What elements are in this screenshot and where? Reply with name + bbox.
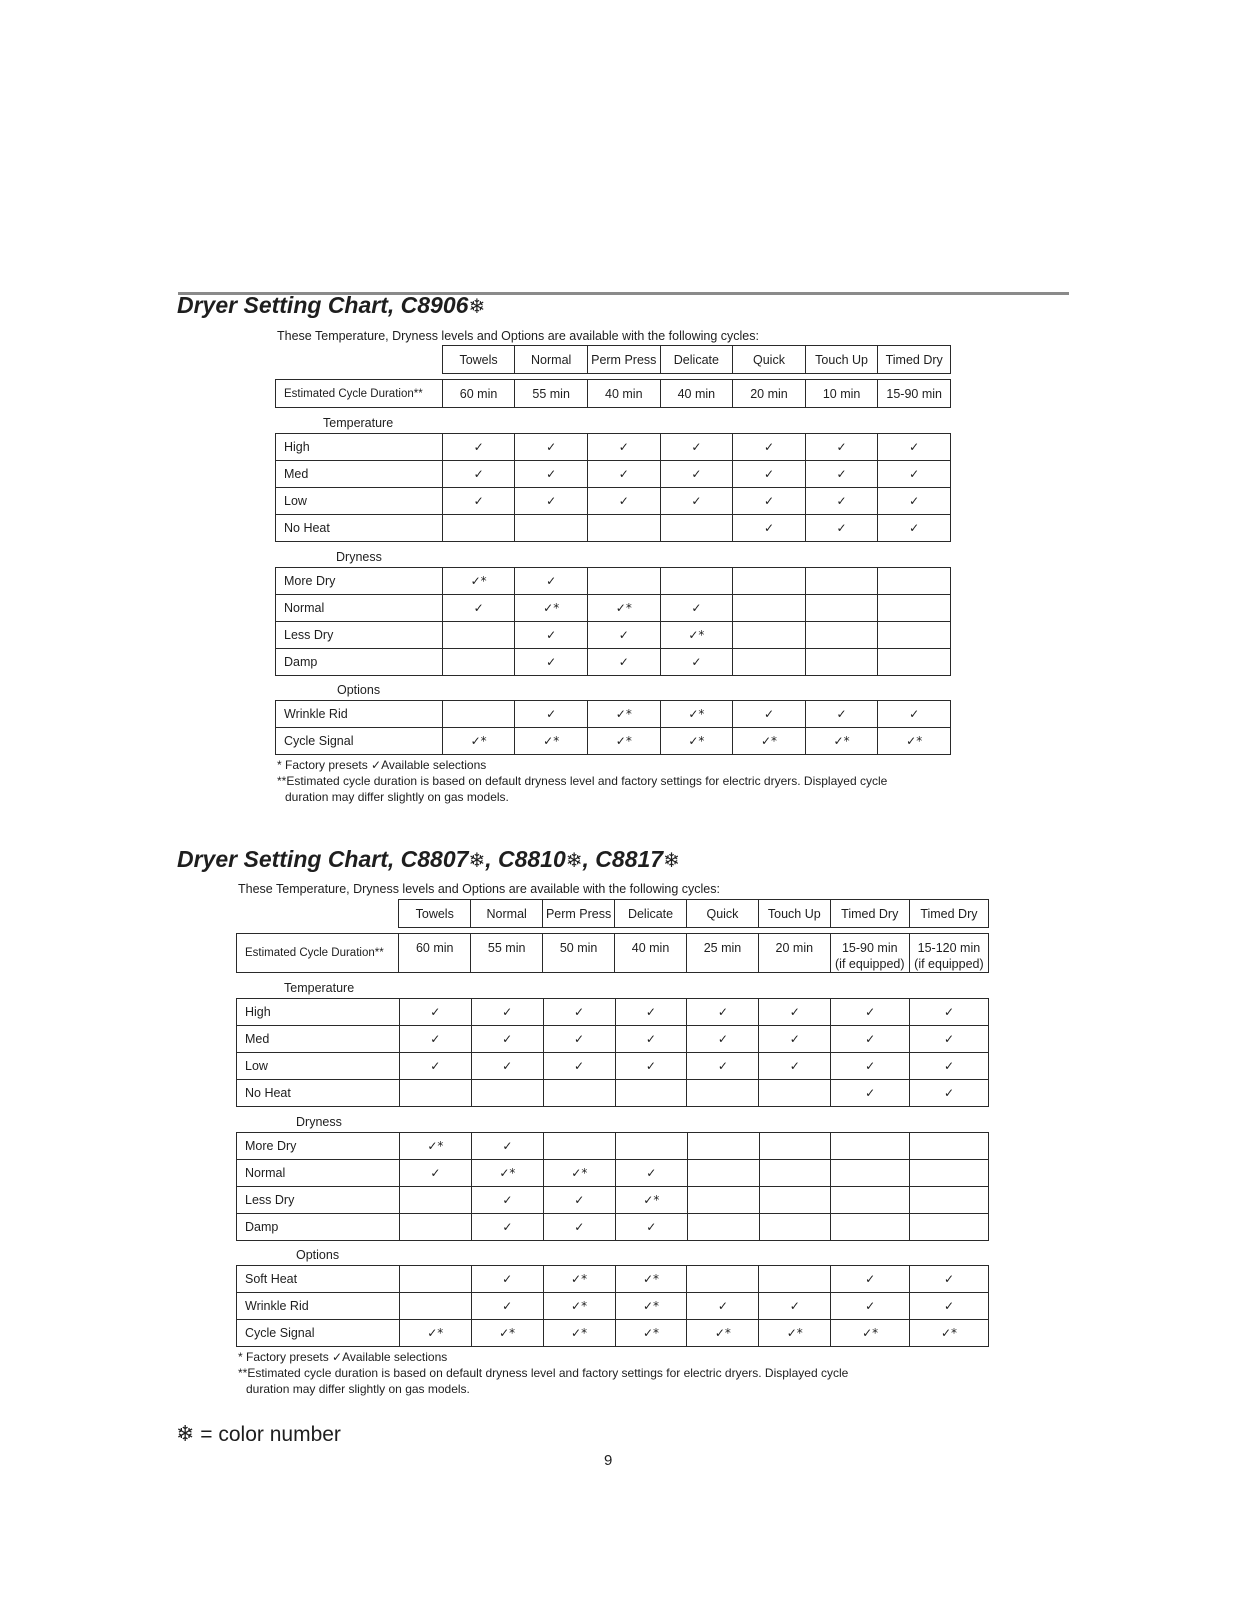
checkmark-cell: ✓ xyxy=(733,515,806,542)
checkmark-cell: ✓* xyxy=(878,728,951,755)
empty-cell xyxy=(399,1187,471,1214)
checkmark-cell: ✓ xyxy=(615,1026,687,1053)
chart1-temperature-heading: Temperature xyxy=(323,416,394,430)
empty-cell xyxy=(543,1133,615,1160)
checkmark-cell: ✓ xyxy=(910,1026,989,1053)
checkmark-cell: ✓ xyxy=(660,595,733,622)
duration-cell: 55 min xyxy=(471,934,543,973)
row-label: Normal xyxy=(276,595,443,622)
checkmark-cell: ✓ xyxy=(588,622,661,649)
empty-cell xyxy=(805,595,878,622)
checkmark-cell: ✓* xyxy=(442,568,515,595)
table-row xyxy=(276,595,951,622)
checkmark-cell: ✓ xyxy=(399,999,471,1026)
chart1-duration-table xyxy=(275,345,951,408)
checkmark-cell: ✓ xyxy=(878,515,951,542)
duration-cell: 50 min xyxy=(543,934,615,973)
checkmark-cell: ✓* xyxy=(910,1320,989,1347)
checkmark-cell: ✓ xyxy=(471,1133,543,1160)
empty-cell xyxy=(910,1133,989,1160)
empty-cell xyxy=(687,1080,759,1107)
duration-cell: 15-90 min xyxy=(878,380,951,408)
checkmark-cell: ✓* xyxy=(543,1293,615,1320)
row-label: Med xyxy=(237,1026,400,1053)
checkmark-cell: ✓ xyxy=(687,1293,759,1320)
duration-cell: 60 min xyxy=(442,380,515,408)
duration-label: Estimated Cycle Duration** xyxy=(237,934,399,973)
chart2-options-heading: Options xyxy=(296,1248,340,1262)
checkmark-cell: ✓ xyxy=(759,999,831,1026)
checkmark-cell: ✓* xyxy=(588,728,661,755)
checkmark-cell: ✓* xyxy=(615,1293,687,1320)
empty-cell xyxy=(878,568,951,595)
checkmark-cell: ✓* xyxy=(759,1320,831,1347)
chart2-dryness-heading: Dryness xyxy=(296,1115,342,1129)
empty-cell xyxy=(687,1266,759,1293)
cycle-cell: Towels xyxy=(399,900,471,928)
empty-cell xyxy=(878,649,951,676)
checkmark-cell: ✓ xyxy=(660,434,733,461)
snowflake-icon: ❄ xyxy=(468,294,486,318)
table-row xyxy=(276,728,951,755)
checkmark-cell: ✓ xyxy=(831,1080,910,1107)
checkmark-cell: ✓ xyxy=(615,1053,687,1080)
checkmark-cell: ✓* xyxy=(588,701,661,728)
checkmark-cell: ✓* xyxy=(543,1160,615,1187)
checkmark-cell: ✓ xyxy=(733,434,806,461)
checkmark-cell: ✓ xyxy=(831,1293,910,1320)
checkmark-cell: ✓ xyxy=(878,488,951,515)
chart2-duration-table xyxy=(236,899,989,973)
empty-cell xyxy=(733,595,806,622)
empty-cell xyxy=(831,1214,910,1241)
cycle-cell: Touch Up xyxy=(805,346,878,374)
table-row xyxy=(237,1293,989,1320)
checkmark-cell: ✓ xyxy=(733,488,806,515)
empty-cell xyxy=(442,649,515,676)
checkmark-cell: ✓ xyxy=(831,999,910,1026)
checkmark-cell: ✓ xyxy=(910,1053,989,1080)
checkmark-cell: ✓* xyxy=(543,1266,615,1293)
empty-cell xyxy=(733,622,806,649)
chart1-intro: These Temperature, Dryness levels and Options are available with the following cycles: xyxy=(277,329,759,343)
cycle-cell: Timed Dry xyxy=(830,900,909,928)
checkmark-cell: ✓ xyxy=(615,999,687,1026)
empty-cell xyxy=(805,649,878,676)
cycle-cell: Delicate xyxy=(660,346,733,374)
checkmark-cell: ✓* xyxy=(615,1320,687,1347)
empty-cell xyxy=(733,568,806,595)
empty-cell xyxy=(615,1133,687,1160)
empty-cell xyxy=(878,622,951,649)
checkmark-cell: ✓ xyxy=(587,434,660,461)
checkmark-cell: ✓ xyxy=(442,461,515,488)
cycle-cell: Towels xyxy=(442,346,515,374)
row-label: Wrinkle Rid xyxy=(237,1293,400,1320)
empty-cell xyxy=(687,1214,759,1241)
checkmark-cell: ✓* xyxy=(615,1266,687,1293)
checkmark-cell: ✓ xyxy=(588,649,661,676)
empty-cell xyxy=(687,1160,759,1187)
chart2-dryness-table xyxy=(236,1132,989,1241)
row-label: Soft Heat xyxy=(237,1266,400,1293)
empty-cell xyxy=(831,1160,910,1187)
checkmark-cell: ✓ xyxy=(543,1187,615,1214)
duration-cell: 20 min xyxy=(758,934,830,973)
chart1-options-table xyxy=(275,700,951,755)
duration-cell: 15-120 min (if equipped) xyxy=(909,934,988,973)
empty-cell xyxy=(660,568,733,595)
empty-cell xyxy=(733,649,806,676)
checkmark-cell: ✓* xyxy=(399,1133,471,1160)
row-label: Less Dry xyxy=(237,1187,400,1214)
cycle-cell: Perm Press xyxy=(587,346,660,374)
empty-cell xyxy=(831,1187,910,1214)
table-row xyxy=(237,1133,989,1160)
checkmark-cell: ✓ xyxy=(615,1214,687,1241)
checkmark-cell: ✓ xyxy=(660,488,733,515)
checkmark-cell: ✓ xyxy=(805,488,878,515)
color-number-legend: ❄ = color number xyxy=(176,1422,341,1447)
duration-cell: 40 min xyxy=(615,934,687,973)
table-row xyxy=(276,488,951,515)
chart2-intro: These Temperature, Dryness levels and Options are available with the following cycles: xyxy=(238,882,720,896)
empty-cell xyxy=(759,1160,831,1187)
checkmark-cell: ✓ xyxy=(471,1266,543,1293)
chart1-dryness-heading: Dryness xyxy=(336,550,382,564)
empty-cell xyxy=(805,568,878,595)
chart2-footnote-duration-cont: duration may differ slightly on gas models. xyxy=(246,1382,470,1396)
table-row xyxy=(237,1080,989,1107)
empty-cell xyxy=(687,1133,759,1160)
checkmark-cell: ✓ xyxy=(515,622,588,649)
empty-cell xyxy=(399,1293,471,1320)
checkmark-cell: ✓ xyxy=(471,1293,543,1320)
snowflake-icon: ❄ xyxy=(565,848,583,872)
duration-cell: 40 min xyxy=(660,380,733,408)
table-row xyxy=(276,434,951,461)
table-row xyxy=(237,1320,989,1347)
checkmark-cell: ✓ xyxy=(878,701,951,728)
checkmark-cell: ✓* xyxy=(805,728,878,755)
row-label: Damp xyxy=(276,649,443,676)
checkmark-cell: ✓ xyxy=(442,488,515,515)
checkmark-cell: ✓ xyxy=(910,1293,989,1320)
checkmark-cell: ✓ xyxy=(515,568,588,595)
chart2-temperature-heading: Temperature xyxy=(284,981,355,995)
checkmark-cell: ✓ xyxy=(515,701,588,728)
checkmark-cell: ✓* xyxy=(660,728,733,755)
chart2-options-table xyxy=(236,1265,989,1347)
table-row xyxy=(237,1160,989,1187)
checkmark-cell: ✓ xyxy=(733,461,806,488)
checkmark-cell: ✓ xyxy=(399,1053,471,1080)
checkmark-cell: ✓ xyxy=(910,1266,989,1293)
duration-cell: 15-90 min (if equipped) xyxy=(830,934,909,973)
checkmark-cell: ✓ xyxy=(543,1053,615,1080)
row-label: Damp xyxy=(237,1214,400,1241)
table-row xyxy=(237,1026,989,1053)
checkmark-cell: ✓ xyxy=(587,461,660,488)
empty-cell xyxy=(660,515,733,542)
checkmark-cell: ✓ xyxy=(660,649,733,676)
cycle-cell: Timed Dry xyxy=(909,900,988,928)
empty-cell xyxy=(588,568,661,595)
duration-label: Estimated Cycle Duration** xyxy=(276,380,443,408)
cycle-cell: Timed Dry xyxy=(878,346,951,374)
empty-cell xyxy=(442,622,515,649)
page-number: 9 xyxy=(604,1452,613,1469)
empty-cell xyxy=(910,1187,989,1214)
empty-cell xyxy=(543,1080,615,1107)
checkmark-cell: ✓ xyxy=(805,515,878,542)
checkmark-cell: ✓ xyxy=(471,1026,543,1053)
empty-cell xyxy=(399,1080,471,1107)
snowflake-icon: ❄ xyxy=(663,848,680,872)
chart1-footnote-duration-cont: duration may differ slightly on gas models. xyxy=(285,790,509,804)
checkmark-cell: ✓ xyxy=(759,1053,831,1080)
table-row xyxy=(237,1214,989,1241)
chart1-footnote-duration: **Estimated cycle duration is based on default dryness level and factory settings for electric dryers. Displayed cycle xyxy=(277,774,888,788)
checkmark-cell: ✓ xyxy=(515,488,588,515)
checkmark-cell: ✓ xyxy=(759,1026,831,1053)
table-row xyxy=(276,568,951,595)
empty-cell xyxy=(759,1266,831,1293)
empty-cell xyxy=(759,1133,831,1160)
checkmark-cell: ✓ xyxy=(831,1053,910,1080)
checkmark-cell: ✓ xyxy=(442,595,515,622)
empty-cell xyxy=(399,1266,471,1293)
duration-cell: 10 min xyxy=(805,380,878,408)
chart2-title: Dryer Setting Chart, C8807❄, C8810❄, C8817❄ xyxy=(177,846,680,872)
checkmark-cell: ✓ xyxy=(687,1026,759,1053)
cycle-cell: Perm Press xyxy=(543,900,615,928)
cycle-cell: Delicate xyxy=(615,900,687,928)
duration-cell: 25 min xyxy=(687,934,759,973)
empty-cell xyxy=(471,1080,543,1107)
checkmark-cell: ✓* xyxy=(687,1320,759,1347)
checkmark-cell: ✓ xyxy=(910,1080,989,1107)
cycle-cell: Quick xyxy=(733,346,806,374)
checkmark-cell: ✓ xyxy=(878,434,951,461)
chart1-options-heading: Options xyxy=(337,683,381,697)
checkmark-cell: ✓ xyxy=(805,461,878,488)
checkmark-cell: ✓* xyxy=(471,1160,543,1187)
checkmark-cell: ✓ xyxy=(543,999,615,1026)
checkmark-cell: ✓ xyxy=(587,488,660,515)
duration-cell: 60 min xyxy=(399,934,471,973)
cycle-cell: Touch Up xyxy=(758,900,830,928)
empty-cell xyxy=(687,1187,759,1214)
checkmark-cell: ✓ xyxy=(687,1053,759,1080)
checkmark-cell: ✓ xyxy=(687,999,759,1026)
table-row xyxy=(237,1187,989,1214)
checkmark-cell: ✓* xyxy=(515,595,588,622)
checkmark-cell: ✓ xyxy=(878,461,951,488)
cycle-cell: Quick xyxy=(687,900,759,928)
checkmark-cell: ✓ xyxy=(831,1266,910,1293)
checkmark-cell: ✓* xyxy=(660,701,733,728)
chart2-footnote-presets: * Factory presets ✓Available selections xyxy=(238,1350,448,1364)
checkmark-cell: ✓* xyxy=(831,1320,910,1347)
checkmark-cell: ✓ xyxy=(399,1026,471,1053)
empty-cell xyxy=(615,1080,687,1107)
snowflake-icon: ❄ xyxy=(176,1422,195,1447)
checkmark-cell: ✓ xyxy=(471,999,543,1026)
checkmark-cell: ✓ xyxy=(543,1026,615,1053)
row-label: High xyxy=(276,434,443,461)
chart1-dryness-table xyxy=(275,567,951,676)
chart1-title: Dryer Setting Chart, C8906❄ xyxy=(177,292,486,318)
checkmark-cell: ✓ xyxy=(733,701,806,728)
table-row xyxy=(276,461,951,488)
checkmark-cell: ✓ xyxy=(660,461,733,488)
snowflake-icon: ❄ xyxy=(468,848,486,872)
chart2-footnote-duration: **Estimated cycle duration is based on default dryness level and factory settings for electric dryers. Displayed cycle xyxy=(238,1366,849,1380)
chart1-footnote-presets: * Factory presets ✓Available selections xyxy=(277,758,487,772)
empty-cell xyxy=(910,1214,989,1241)
checkmark-cell: ✓ xyxy=(831,1026,910,1053)
checkmark-cell: ✓ xyxy=(471,1214,543,1241)
row-label: Wrinkle Rid xyxy=(276,701,443,728)
row-label: No Heat xyxy=(276,515,443,542)
table-row xyxy=(237,999,989,1026)
row-label: No Heat xyxy=(237,1080,400,1107)
chart2-temperature-table xyxy=(236,998,989,1107)
row-label: Low xyxy=(237,1053,400,1080)
table-row xyxy=(276,622,951,649)
checkmark-cell: ✓ xyxy=(515,461,588,488)
checkmark-cell: ✓ xyxy=(543,1214,615,1241)
empty-cell xyxy=(587,515,660,542)
checkmark-cell: ✓ xyxy=(805,701,878,728)
checkmark-cell: ✓* xyxy=(660,622,733,649)
checkmark-cell: ✓ xyxy=(471,1187,543,1214)
checkmark-cell: ✓* xyxy=(471,1320,543,1347)
checkmark-cell: ✓* xyxy=(588,595,661,622)
cycle-cell: Normal xyxy=(471,900,543,928)
empty-cell xyxy=(759,1187,831,1214)
checkmark-cell: ✓ xyxy=(805,434,878,461)
checkmark-cell: ✓* xyxy=(442,728,515,755)
empty-cell xyxy=(399,1214,471,1241)
checkmark-cell: ✓ xyxy=(615,1160,687,1187)
empty-cell xyxy=(805,622,878,649)
checkmark-cell: ✓ xyxy=(399,1160,471,1187)
checkmark-cell: ✓* xyxy=(515,728,588,755)
chart1-temperature-table xyxy=(275,433,951,542)
row-label: More Dry xyxy=(276,568,443,595)
empty-cell xyxy=(759,1080,831,1107)
table-row xyxy=(276,515,951,542)
checkmark-cell: ✓ xyxy=(442,434,515,461)
duration-cell: 40 min xyxy=(587,380,660,408)
checkmark-cell: ✓* xyxy=(615,1187,687,1214)
duration-cell: 55 min xyxy=(515,380,588,408)
checkmark-cell: ✓ xyxy=(910,999,989,1026)
cycle-cell: Normal xyxy=(515,346,588,374)
empty-cell xyxy=(910,1160,989,1187)
duration-cell: 20 min xyxy=(733,380,806,408)
empty-cell xyxy=(831,1133,910,1160)
checkmark-cell: ✓ xyxy=(759,1293,831,1320)
checkmark-cell: ✓* xyxy=(399,1320,471,1347)
row-label: Cycle Signal xyxy=(276,728,443,755)
checkmark-cell: ✓ xyxy=(471,1053,543,1080)
table-row xyxy=(237,1053,989,1080)
checkmark-cell: ✓ xyxy=(515,434,588,461)
checkmark-cell: ✓* xyxy=(543,1320,615,1347)
empty-cell xyxy=(442,515,515,542)
row-label: Cycle Signal xyxy=(237,1320,400,1347)
row-label: Med xyxy=(276,461,443,488)
table-row xyxy=(276,701,951,728)
row-label: Normal xyxy=(237,1160,400,1187)
empty-cell xyxy=(878,595,951,622)
checkmark-cell: ✓* xyxy=(733,728,806,755)
row-label: Less Dry xyxy=(276,622,443,649)
row-label: High xyxy=(237,999,400,1026)
table-row xyxy=(276,649,951,676)
row-label: Low xyxy=(276,488,443,515)
checkmark-cell: ✓ xyxy=(515,649,588,676)
empty-cell xyxy=(442,701,515,728)
table-row xyxy=(237,1266,989,1293)
row-label: More Dry xyxy=(237,1133,400,1160)
empty-cell xyxy=(515,515,588,542)
empty-cell xyxy=(759,1214,831,1241)
